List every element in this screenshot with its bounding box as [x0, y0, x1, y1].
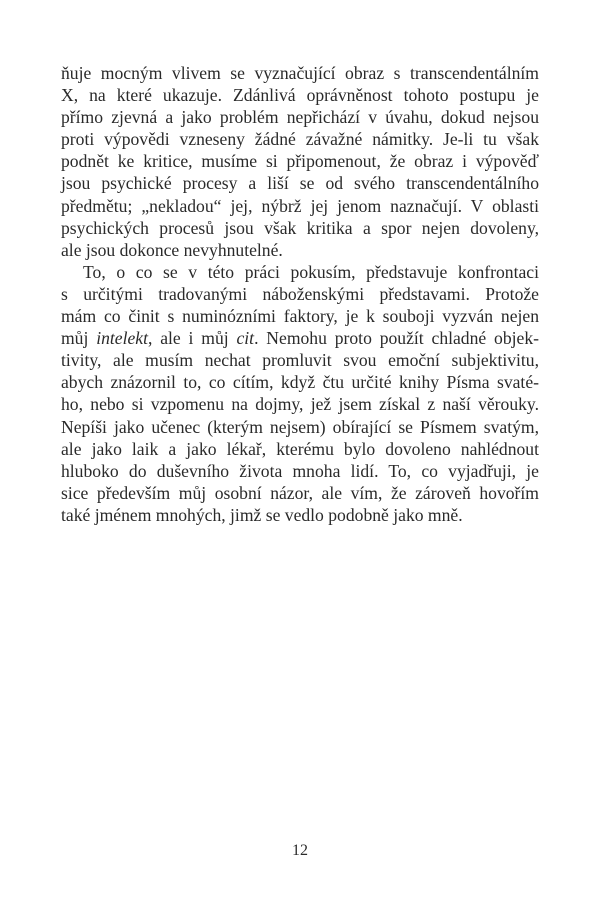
text-line: předmětu; „nekladou“ jej, nýbrž jej jenom naznačují. V oblasti — [61, 195, 539, 216]
text-run: , ale i můj — [147, 328, 237, 349]
text-line: proti výpovědi vzneseny žádné závažné námitky. Je-li tu však — [61, 129, 539, 150]
text-line: s určitými tradovanými náboženskými představami. Protože — [61, 283, 539, 304]
text-line: jsou psychické procesy a liší se od svého transcendentálního — [61, 173, 539, 194]
text-line: podnět ke kritice, musíme si připomenout, že obraz i výpověď — [61, 151, 539, 172]
page-number: 12 — [292, 842, 308, 859]
text-line: ale jako laik a jako lékař, kterému bylo dovoleno nahlédnout — [61, 438, 539, 459]
text-line: také jménem mnohých, jimž se vedlo podobně jako mně. — [61, 504, 463, 525]
text-line: psychických procesů jsou však kritika a spor nejen dovoleny, — [61, 217, 539, 238]
text-line: Nepíši jako učenec (kterým nejsem) obírající se Písmem svatým, — [61, 416, 539, 437]
paragraph-2 — [61, 261, 539, 526]
text-line: mám co činit s numinózními faktory, je k souboji vyzván nejen — [61, 306, 539, 327]
text-line: sice především můj osobní názor, ale vím, že zároveň hovořím — [61, 482, 539, 503]
text-line: To, o co se v této práci pokusím, představuje konfrontaci — [83, 261, 539, 282]
text-line: přímo zjevná a jako problém nepřichází v úvahu, dokud nejsou — [61, 107, 539, 128]
text-line: abych znázornil to, co cítím, když čtu určité knihy Písma svaté- — [61, 372, 539, 393]
text-run: . Nemohu proto použít chladné objek- — [254, 328, 539, 349]
body-text — [61, 62, 539, 526]
text-line: hluboko do duševního života mnoha lidí. To, co vyjadřuji, je — [61, 460, 539, 481]
emphasis-intelekt: intelekt — [96, 328, 148, 349]
text-line: ho, nebo si vzpomenu na dojmy, jež jsem získal z naší věrouky. — [61, 394, 539, 415]
paragraph-1 — [61, 62, 539, 261]
emphasis-cit: cit — [236, 328, 255, 349]
text-line: X, na které ukazuje. Zdánlivá oprávněnost tohoto postupu je — [61, 85, 539, 106]
text-line: ale jsou dokonce nevyhnutelné. — [61, 239, 283, 260]
text-line: tivity, ale musím nechat promluvit svou emoční subjektivitu, — [61, 350, 539, 371]
text-line-with-emphasis — [61, 327, 539, 349]
text-run: můj — [61, 328, 97, 349]
text-line: ňuje mocným vlivem se vyznačující obraz s transcendentálním — [61, 63, 539, 83]
